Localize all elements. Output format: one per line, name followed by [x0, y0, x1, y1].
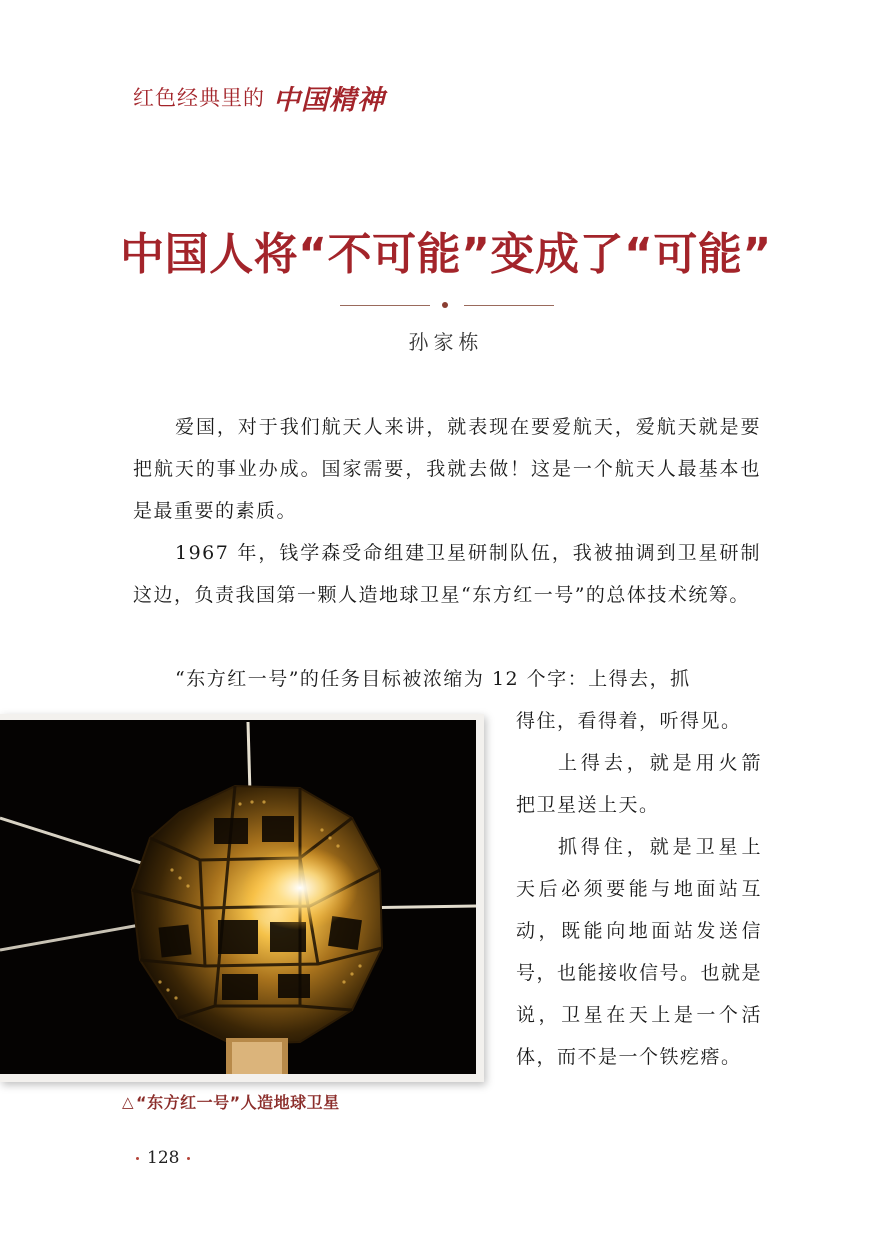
triangle-icon: △ — [122, 1092, 135, 1111]
side-paragraph-2: 上得去，就是用火箭把卫星送上天。 — [516, 752, 762, 816]
side-column — [516, 700, 762, 1078]
divider-line-right — [464, 305, 554, 306]
paragraph-2: 1967 年，钱学森受命组建卫星研制队伍，我被抽调到卫星研制这边，负责我国第一颗人造地球卫星“东方红一号”的总体技术统筹。 — [133, 542, 761, 606]
page-number — [136, 1148, 190, 1168]
paragraph-3: “东方红一号”的任务目标被浓缩为 12 个字：上得去，抓 — [175, 668, 691, 690]
article-title: 中国人将“不可能”变成了“可能” — [120, 229, 772, 280]
header-prefix: 红色经典里的 — [133, 86, 265, 110]
running-header — [133, 80, 385, 114]
divider-dot — [442, 302, 448, 308]
satellite-photo — [0, 720, 476, 1074]
page-number-text: 128 — [147, 1148, 180, 1168]
divider-line-left — [340, 305, 430, 306]
satellite-icon — [0, 720, 476, 1074]
article-author: 孙家栋 — [408, 330, 484, 354]
side-paragraph-3: 抓得住，就是卫星上天后必须要能与地面站互动，既能向地面站发送信号，也能接收信号。也就是说，卫星在天上是一个活体，而不是一个铁疙瘩。 — [516, 836, 763, 1068]
side-paragraph-continuation: 得住，看得着，听得见。 — [516, 710, 742, 732]
page-dot-left — [136, 1157, 139, 1160]
header-brand: 中国精神 — [273, 84, 385, 116]
page-dot-right — [187, 1157, 190, 1160]
paragraph-1: 爱国，对于我们航天人来讲，就表现在要爱航天，爱航天就是要把航天的事业办成。国家需要，我就去做！这是一个航天人最基本也是最重要的素质。 — [133, 416, 761, 522]
figure-caption — [122, 1090, 340, 1113]
caption-text: “东方红一号”人造地球卫星 — [136, 1093, 340, 1112]
title-divider — [340, 300, 554, 312]
